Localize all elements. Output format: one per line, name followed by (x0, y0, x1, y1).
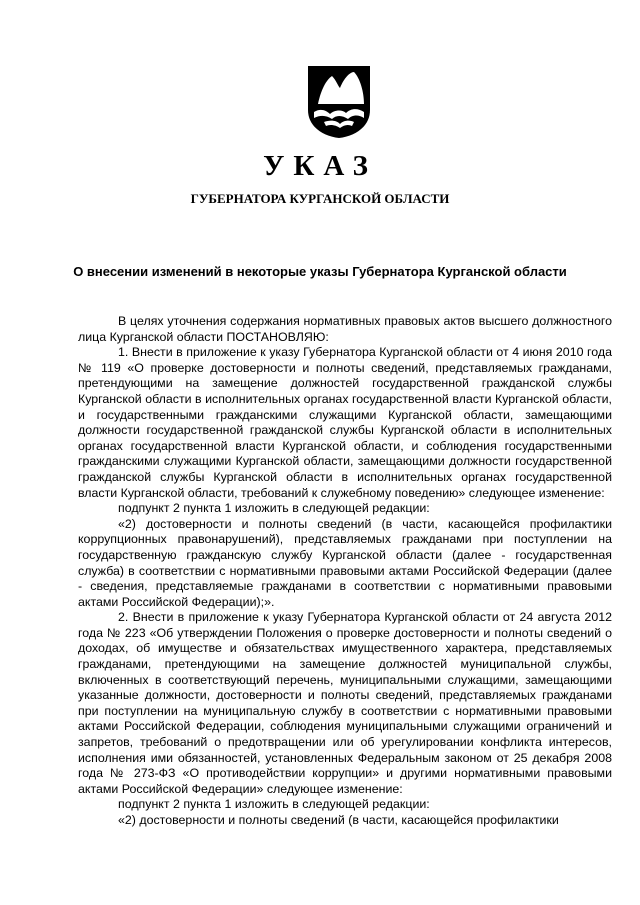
paragraph-subitem-1: подпункт 2 пункта 1 изложить в следующей редакции: (118, 501, 430, 516)
document-authority: ГУБЕРНАТОРА КУРГАНСКОЙ ОБЛАСТИ (190, 191, 450, 206)
document-title: УКАЗ (263, 150, 377, 182)
paragraph-preamble: В целях уточнения содержания нормативных правовых актов высшего должностного лица Курганской области ПОСТАНОВЛЯЮ: (78, 314, 612, 344)
coat-of-arms-icon (306, 64, 372, 140)
document-body (78, 314, 612, 829)
paragraph-quote-2: «2) достоверности и полноты сведений (в части, касающейся профилактики (118, 813, 559, 827)
paragraph-item-1: 1. Внести в приложение к указу Губернатора Курганской области от 4 июня 2010 года № 119 «О проверке достоверности и полноты сведений, представляемых гражданами, претендующими на замещение должностей государственной гражданской службы Курганской области в исполнительных органах государственной власти Курганской области, и государственными гражданскими служащими Курганской области, замещающими должности государственной гражданской службы Курганской области в исполнительных органах государственной власти Курганской области, и соблюдения государственными гражданскими служащими Курганской области, замещающими должности государственной гражданской службы Курганской области в исполнительных органах государственной власти Курганской области, требований к служебному поведению» следующее изменение: (78, 345, 612, 500)
document-heading: О внесении изменений в некоторые указы Губернатора Курганской области (73, 264, 567, 279)
paragraph-subitem-2: подпункт 2 пункта 1 изложить в следующей редакции: (118, 797, 430, 812)
paragraph-quote-1: «2) достоверности и полноты сведений (в части, касающейся профилактики коррупционных правонарушений), представляемых гражданами при поступлении на государственную гражданскую службу Курганской области (далее - государственная служба) в соответствии с нормативными правовыми актами Российской Федерации (далее - сведения, представляемые гражданами в соответствии с нормативными правовыми актами Российской Федерации);». (78, 516, 612, 609)
paragraph-item-2: 2. Внести в приложение к указу Губернатора Курганской области от 24 августа 2012 года № 223 «Об утверждении Положения о проверке достоверности и полноты сведений о доходах, об имуществе и обязательствах имущественного характера, представляемых гражданами, претендующими на замещение должностей муниципальной службы, включенных в соответствующий перечень, муниципальными служащими, замещающими указанные должности, достоверности и полноты сведений, представляемых гражданами при поступлении на муниципальную службу в соответствии с нормативными правовыми актами Российской Федерации, соблюдения муниципальными служащими ограничений и запретов, требований о предотвращении или об урегулировании конфликта интересов, исполнения ими обязанностей, установленных Федеральным законом от 25 декабря 2008 года № 273-ФЗ «О противодействии коррупции» и другими нормативными правовыми актами Российской Федерации» следующее изменение: (78, 610, 612, 796)
